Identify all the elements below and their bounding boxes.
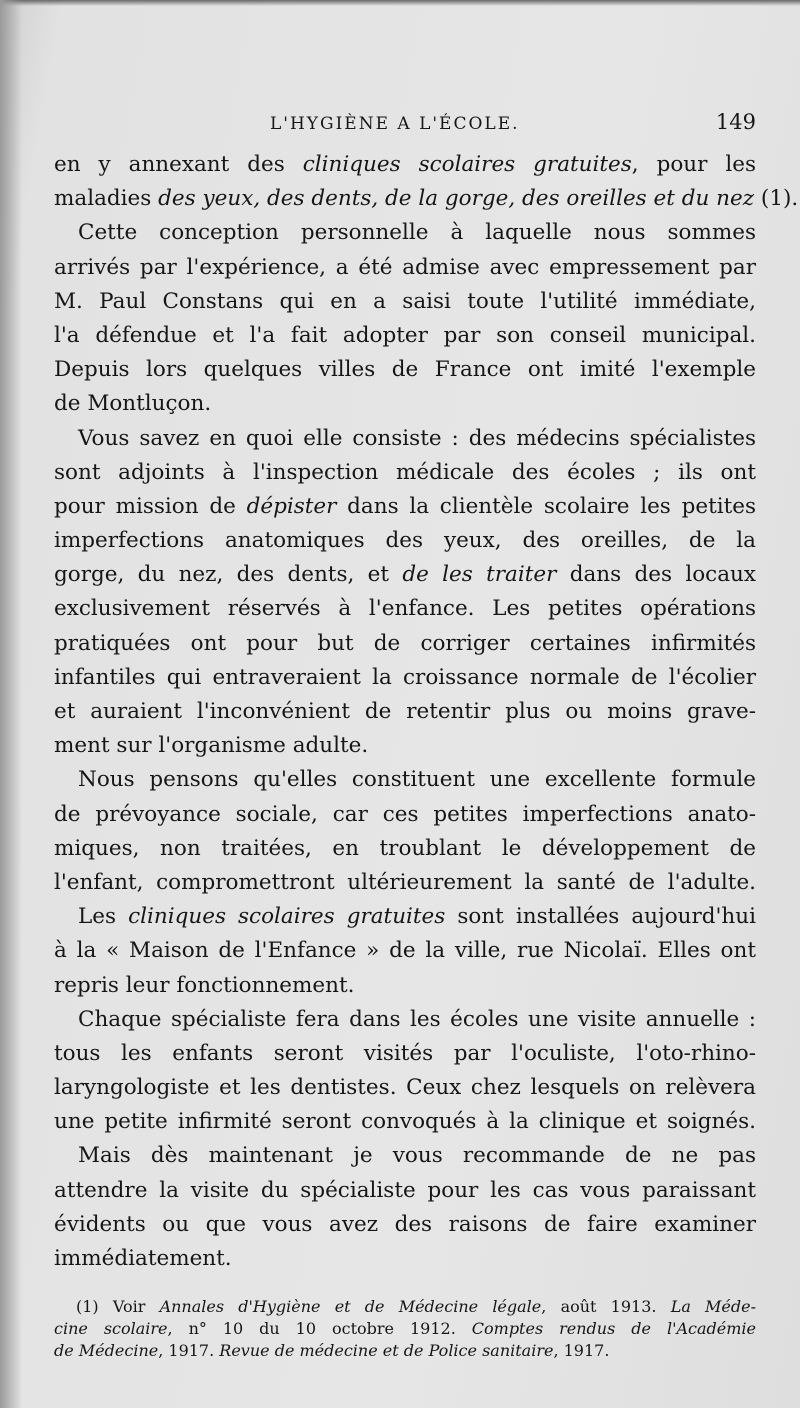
text-run: Vous savez en quoi elle consiste : des médecins spécialistes xyxy=(78,425,756,451)
text-line xyxy=(54,1105,756,1139)
text-line xyxy=(54,1139,756,1173)
page-number: 149 xyxy=(715,110,756,134)
text-run: infantiles qui entraveraient la croissance normale de l'écolier xyxy=(54,664,756,690)
text-line xyxy=(54,592,756,626)
text-run: (1) Voir xyxy=(76,1297,160,1316)
text-run: Chaque spécialiste fera dans les écoles une visite annuelle : xyxy=(78,1006,756,1032)
text-run: miques, non traitées, en troublant le développement de xyxy=(54,835,756,861)
text-run: Mais dès maintenant je vous recommande de ne pas xyxy=(78,1143,756,1169)
text-run: une petite infirmité seront convoqués à la clinique et soignés. xyxy=(54,1109,756,1135)
text-line xyxy=(54,524,756,558)
text-run: pratiquées ont pour but de corriger certaines infirmités xyxy=(54,630,756,656)
page-header xyxy=(56,110,756,140)
italic-run: dépister xyxy=(246,493,337,519)
text-line xyxy=(54,456,756,490)
running-head: L'HYGIÈNE A L'ÉCOLE. xyxy=(270,114,520,134)
italic-run: Revue de médecine et de Police sanitaire xyxy=(219,1341,554,1360)
text-run: et auraient l'inconvénient de retentir plus ou moins grave- xyxy=(54,699,756,724)
text-run: ment sur l'organisme adulte. xyxy=(54,733,369,759)
text-run: arrivés par l'expérience, a été admise avec empressement par xyxy=(54,254,756,280)
text-run: Depuis lors quelques villes de France ont imité l'exemple xyxy=(54,357,756,383)
text-line xyxy=(54,1003,756,1037)
text-line xyxy=(54,422,756,456)
text-line xyxy=(54,1037,756,1071)
footnote-line xyxy=(54,1340,756,1362)
text-run: immédiatement. xyxy=(54,1246,232,1271)
text-line xyxy=(54,285,756,319)
italic-run: des yeux, des dents, de la gorge, des oreilles et du nez xyxy=(158,186,755,212)
text-run: évidents ou que vous avez des raisons de faire examiner xyxy=(54,1211,756,1237)
text-run: de prévoyance sociale, car ces petites imperfections anato- xyxy=(54,801,756,827)
text-line xyxy=(54,353,756,387)
text-run: en y annexant des xyxy=(54,152,303,177)
text-run: l'enfant, compromettront ultérieurement la santé de l'adulte. xyxy=(54,869,756,895)
body-text xyxy=(54,148,799,1276)
text-line xyxy=(54,182,799,216)
text-run: , n° 10 du 10 octobre 1912. xyxy=(167,1319,472,1338)
text-line xyxy=(54,558,756,592)
text-run: tous les enfants seront visités par l'oculiste, l'oto-rhino- xyxy=(54,1040,756,1066)
text-run: pour mission de xyxy=(54,493,247,519)
text-run: à la « Maison de l'Enfance » de la ville, rue Nicolaï. Elles ont xyxy=(54,938,756,964)
text-run: , août 1913. xyxy=(541,1297,671,1316)
scan-edge-top xyxy=(0,0,800,6)
text-line xyxy=(54,319,756,353)
text-run: Nous pensons qu'elles constituent une excellente formule xyxy=(78,767,756,793)
text-line xyxy=(54,216,756,250)
text-run: M. Paul Constans qui en a saisi toute l'utilité immédiate, xyxy=(54,288,756,314)
text-line xyxy=(54,763,756,797)
text-line xyxy=(54,1071,756,1105)
text-run: sont adjoints à l'inspection médicale des écoles ; ils ont xyxy=(54,459,756,485)
text-line xyxy=(54,148,756,182)
italic-run: Annales d'Hygiène et de Médecine légale xyxy=(159,1297,542,1316)
italic-run: cine scolaire xyxy=(54,1319,168,1338)
text-run: sont installées aujourd'hui xyxy=(445,904,757,930)
text-line xyxy=(54,729,756,763)
scan-edge-left xyxy=(0,0,22,1408)
text-run: l'a défendue et l'a fait adopter par son conseil municipal. xyxy=(54,322,756,348)
text-run: Les xyxy=(78,904,129,930)
text-line xyxy=(54,627,756,661)
text-run: , 1917. xyxy=(553,1341,610,1360)
text-run: exclusivement réservés à l'enfance. Les petites opérations xyxy=(54,596,756,622)
text-line xyxy=(54,866,756,900)
text-run: , 1917. xyxy=(158,1341,220,1360)
text-run: repris leur fonctionnement. xyxy=(54,972,355,998)
text-line xyxy=(54,900,756,934)
italic-run: de Médecine xyxy=(54,1341,159,1360)
text-line xyxy=(54,1208,756,1242)
text-line xyxy=(54,661,756,695)
text-line xyxy=(54,1174,756,1208)
text-line xyxy=(54,387,756,421)
italic-run: de les traiter xyxy=(402,562,557,588)
footnote xyxy=(54,1296,756,1362)
text-run: dans la clientèle scolaire les petites xyxy=(336,493,756,519)
text-run: de Montluçon. xyxy=(54,391,212,417)
text-line xyxy=(54,934,756,968)
italic-run: Comptes rendus de l'Académie xyxy=(471,1319,756,1338)
footnote-line xyxy=(54,1318,756,1340)
text-run: attendre la visite du spécialiste pour les cas vous paraissant xyxy=(54,1177,756,1203)
text-line xyxy=(54,251,756,285)
text-run: , pour les xyxy=(631,152,756,177)
italic-run: La Méde- xyxy=(670,1297,757,1316)
text-line xyxy=(54,1242,756,1276)
text-line xyxy=(54,490,756,524)
text-run: gorge, du nez, des dents, et xyxy=(54,562,403,588)
text-line xyxy=(54,969,756,1003)
text-run: laryngologiste et les dentistes. Ceux chez lesquels on relèvera xyxy=(54,1075,756,1101)
text-run: dans des locaux xyxy=(556,562,756,588)
text-line xyxy=(54,798,756,832)
text-line xyxy=(54,832,756,866)
footnote-line xyxy=(54,1296,756,1318)
text-run: maladies xyxy=(54,186,159,212)
italic-run: cliniques scolaires gratuites xyxy=(128,904,446,930)
text-line xyxy=(54,695,756,729)
text-run: imperfections anatomiques des yeux, des oreilles, de la xyxy=(54,528,756,554)
text-run: Cette conception personnelle à laquelle nous sommes xyxy=(78,220,756,246)
italic-run: cliniques scolaires gratuites xyxy=(302,152,632,177)
footnote-ref: (1). xyxy=(754,186,799,212)
